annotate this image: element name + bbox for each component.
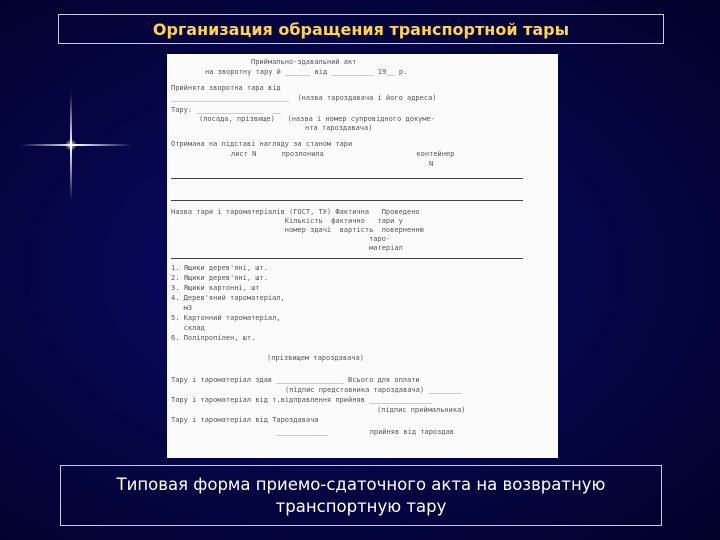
table-row: м3: [171, 304, 193, 312]
table-header-line: Назва тари і тароматеріалів (ГОСТ, ТУ) Фактична Проведено: [171, 208, 420, 216]
table-header-line: матеріал: [171, 244, 403, 252]
table-row: 5. Картонний тароматеріал,: [171, 314, 281, 322]
signature-line: (підпис приймальника): [377, 406, 466, 414]
form-line: нта тароздавача): [305, 124, 373, 132]
slide-title: Организация обращения транспортной тары: [152, 19, 570, 39]
form-line: Тару: ________________ __: [171, 106, 281, 114]
table-row: склад: [171, 324, 205, 332]
form-subheading: на зворотну тару й ______ від __________ 19__ р.: [205, 68, 408, 76]
table-rule: [171, 200, 523, 201]
table-row: 1. Ящики дерев'яні, шт.: [171, 264, 268, 272]
form-line: (посада, прізвище) (назва і номер супровідного докуме-: [199, 115, 436, 123]
form-line: ____________________________ (назва тароздавача і його адреса): [171, 94, 437, 102]
slide-caption-box: [60, 465, 662, 526]
table-row: 6. Поліпропілен, шт.: [171, 334, 256, 342]
signature-line: Тару і тароматеріал від т.відправлення прийняв _______________: [171, 396, 433, 404]
table-header-line: Кількість фактично тари у: [171, 217, 403, 225]
form-line: Отримана на підставі нагляду за станом тари: [171, 140, 353, 148]
signature-line: ____________ прийняв від тароздав: [277, 428, 455, 436]
table-rule: [171, 178, 523, 179]
signature-line: (прізвищем тароздавача): [267, 354, 364, 362]
table-rule: [171, 258, 523, 259]
caption-line-1: Типовая форма приемо-сдаточного акта на возвратную: [116, 474, 606, 494]
form-line: лист N прозлонила контейнер: [231, 150, 455, 158]
signature-line: (підпис представника тароздавача) ________: [285, 386, 463, 394]
table-header-line: таро-: [171, 235, 391, 243]
table-row: 3. Ящики картонні, шт: [171, 284, 260, 292]
table-header-line: номер здачі вартість поверненню: [171, 226, 424, 234]
form-line: Прийнята зворотна тара від: [171, 84, 281, 92]
signature-line: Тару і тароматеріал здав ________________ Всього для оплати: [171, 376, 420, 384]
table-row: 2. Ящики дерев'яні, шт.: [171, 274, 268, 282]
slide-title-box: [58, 14, 664, 44]
form-line: N: [429, 160, 434, 168]
caption-line-2: транспортную тару: [275, 496, 447, 516]
form-heading: Приймально-здавальний акт: [251, 58, 357, 66]
table-row: 4. Дерев'яний тароматеріал,: [171, 294, 285, 302]
signature-line: Тару і тароматеріал від Тароздавача: [171, 416, 319, 424]
scanned-act-form: [167, 54, 558, 458]
